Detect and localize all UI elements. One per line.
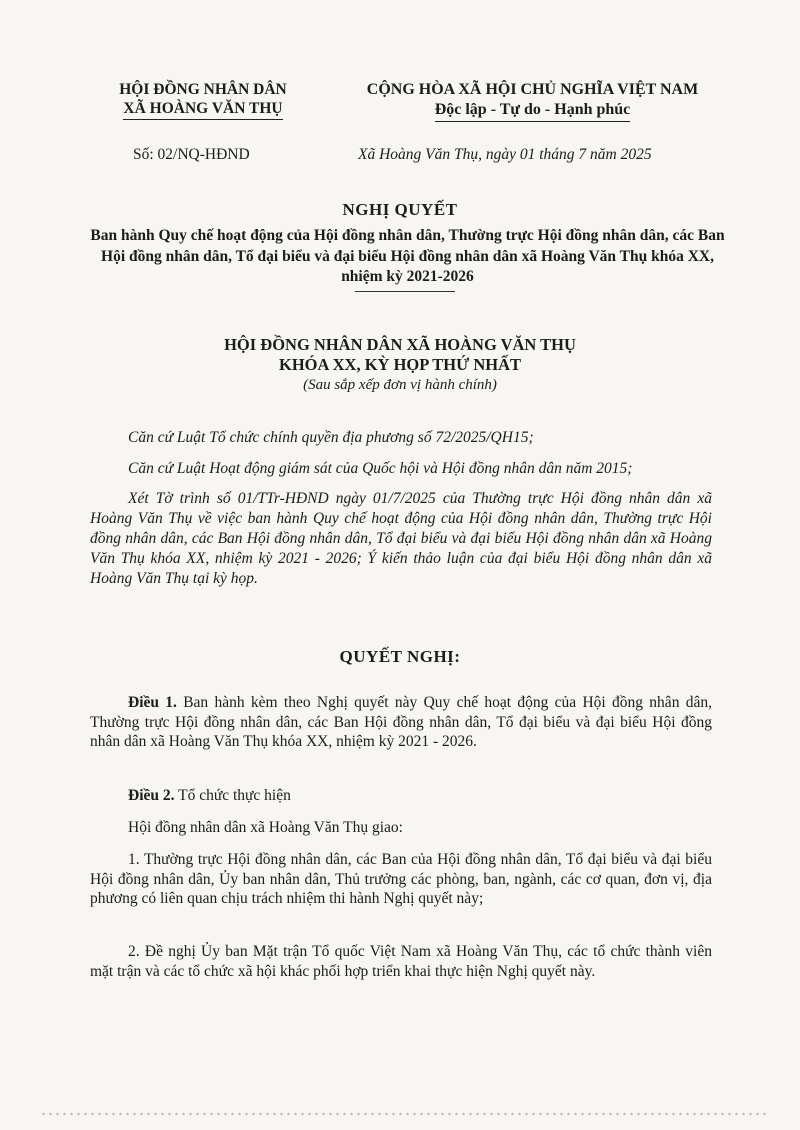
document-type: NGHỊ QUYẾT [342,200,458,219]
motto: Độc lập - Tự do - Hạnh phúc [435,100,631,122]
article-2-label: Điều 2. [128,787,175,804]
article-2-item-2: 2. Đề nghị Ủy ban Mặt trận Tổ quốc Việt Nam xã Hoàng Văn Thụ, các tổ chức thành viên mặt trận và các tổ chức xã hội khác phối hợp triển khai thực hiện Nghị quyết này. [90,943,712,980]
council-title [0,335,800,375]
agency-line-2: XÃ HOÀNG VĂN THỤ [123,99,282,120]
national-motto [335,80,730,122]
legal-basis-3: Xét Tờ trình số 01/TTr-HĐND ngày 01/7/2025 của Thường trực Hội đồng nhân dân xã Hoàng Văn Thụ về việc ban hành Quy chế hoạt động của Hội đồng nhân dân, Thường trực Hội đồng nhân dân, các Ban Hội đồng nhân dân, Tổ đại biểu và đại biểu Hội đồng nhân dân xã Hoàng Văn Thụ khóa XX, nhiệm kỳ 2021 - 2026; Ý kiến thảo luận của đại biểu Hội đồng nhân dân xã Hoàng Văn Thụ tại kỳ họp. [90,490,712,587]
council-line-1: HỘI ĐỒNG NHÂN DÂN XÃ HOÀNG VĂN THỤ [224,335,576,354]
council-note: (Sau sắp xếp đơn vị hành chính) [303,377,497,393]
article-2-intro: Hội đồng nhân dân xã Hoàng Văn Thụ giao: [128,819,403,836]
document-number: Số: 02/NQ-HĐND [133,146,250,163]
place-date: Xã Hoàng Văn Thụ, ngày 01 tháng 7 năm 2025 [358,146,652,163]
resolves-heading: QUYẾT NGHỊ: [339,647,461,666]
legal-basis-2: Căn cứ Luật Hoạt động giám sát của Quốc hội và Hội đồng nhân dân năm 2015; [128,460,633,477]
document-header [0,80,800,140]
document-subject: Ban hành Quy chế hoạt động của Hội đồng nhân dân, Thường trực Hội đồng nhân dân, các Ban Hội đồng nhân dân, Tổ đại biểu và đại biểu Hội đồng nhân dân xã Hoàng Văn Thụ khóa XX, nhiệm kỳ 2021-2026 [90,227,725,285]
article-2-title: Tổ chức thực hiện [174,787,291,804]
issuing-agency [108,80,298,120]
article-1 [90,693,712,752]
article-1-text: Ban hành kèm theo Nghị quyết này Quy chế hoạt động của Hội đồng nhân dân, Thường trực Hội đồng nhân dân, các Ban Hội đồng nhân dân, Tổ đại biểu và đại biểu Hội đồng nhân dân xã Hoàng Văn Thụ khóa XX, nhiệm kỳ 2021 - 2026. [90,694,712,750]
article-1-label: Điều 1. [128,694,177,711]
agency-line-1: HỘI ĐỒNG NHÂN DÂN [119,81,287,98]
scan-border-dots [40,1110,770,1118]
article-2-heading [90,786,712,806]
subject-underline [355,291,455,292]
article-2-item-1: 1. Thường trực Hội đồng nhân dân, các Ban của Hội đồng nhân dân, Tổ đại biểu và đại biểu Hội đồng nhân dân, Ủy ban nhân dân, Thủ trưởng các phòng, ban, ngành, các cơ quan, đơn vị, địa phương có liên quan chịu trách nhiệm thi hành Nghị quyết này; [90,851,712,907]
legal-basis-1: Căn cứ Luật Tổ chức chính quyền địa phương số 72/2025/QH15; [128,429,534,446]
nation-name: CỘNG HÒA XÃ HỘI CHỦ NGHĨA VIỆT NAM [366,81,699,98]
council-line-2: KHÓA XX, KỲ HỌP THỨ NHẤT [278,355,522,374]
